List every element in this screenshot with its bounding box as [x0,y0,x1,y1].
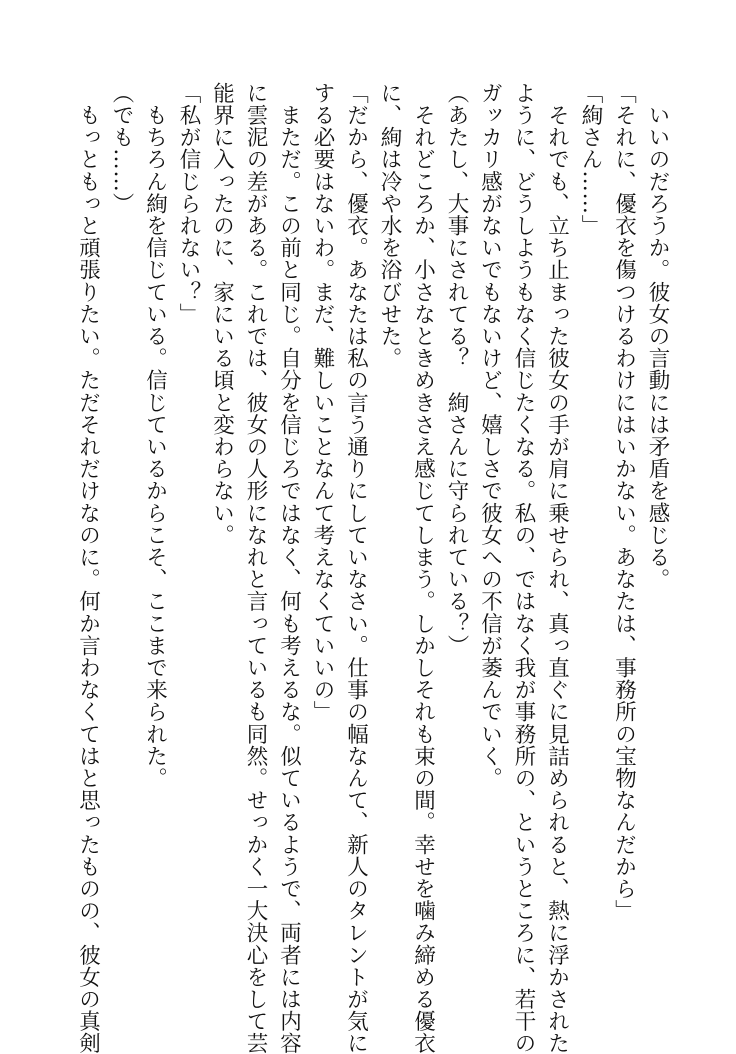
text-line: ように、どうしようもなく信じたくなる。私の、ではなく我が事務所の、というところに、若干の [511,82,536,1054]
text-line: それでも、立ち止まった彼女の手が肩に乗せられ、真っ直ぐに見詰められると、熱に浮かされた [544,82,570,1054]
text-line: （あたし、大事にされてる？ 絢さんに守られている？） [444,82,469,657]
text-line: 「私が信じられない？」 [176,82,201,326]
text-line: （でも……） [109,82,134,215]
text-line: 能界に入ったのに、家にいる頃と変わらない。 [209,82,235,547]
text-line: に雲泥の差がある。これでは、彼女の人形になれと言っているも同然。せっかく一大決心をして芸 [243,82,268,1054]
text-line: ガッカリ感がないでもないけど、嬉しさで彼女への不信が萎んでいく。 [477,82,503,790]
text-line: に、絢は冷や水を浴びせた。 [377,82,402,370]
vertical-text-body [54,82,674,1054]
text-line: まただ。この前と同じ。自分を信じろではなく、何も考えるな。似ているようで、両者には内容 [276,82,302,1054]
text-line: する必要はないわ。まだ、難しいことなんて考えなくていいの」 [310,82,335,723]
text-line: 「それに、優衣を傷つけるわけにはいかない。あなたは、事務所の宝物なんだから」 [611,82,637,922]
text-line: もっともっと頑張りたい。ただそれだけなのに。何か言わなくてはと思ったものの、彼女の真剣 [75,82,101,1054]
text-line: それどころか、小さなときめきさえ感じてしまう。しかしそれも束の間。幸せを噛み締める優衣 [410,82,436,1054]
text-line: いいのだろうか。彼女の言動には矛盾を感じる。 [645,82,670,591]
text-line: 「絢さん……」 [578,82,603,237]
text-line: もちろん絢を信じている。信じているからこそ、ここまで来られた。 [142,82,168,790]
text-line: 「だから、優衣。あなたは私の言う通りにしていなさい。仕事の幅なんて、新人のタレントが気に [343,82,369,1054]
